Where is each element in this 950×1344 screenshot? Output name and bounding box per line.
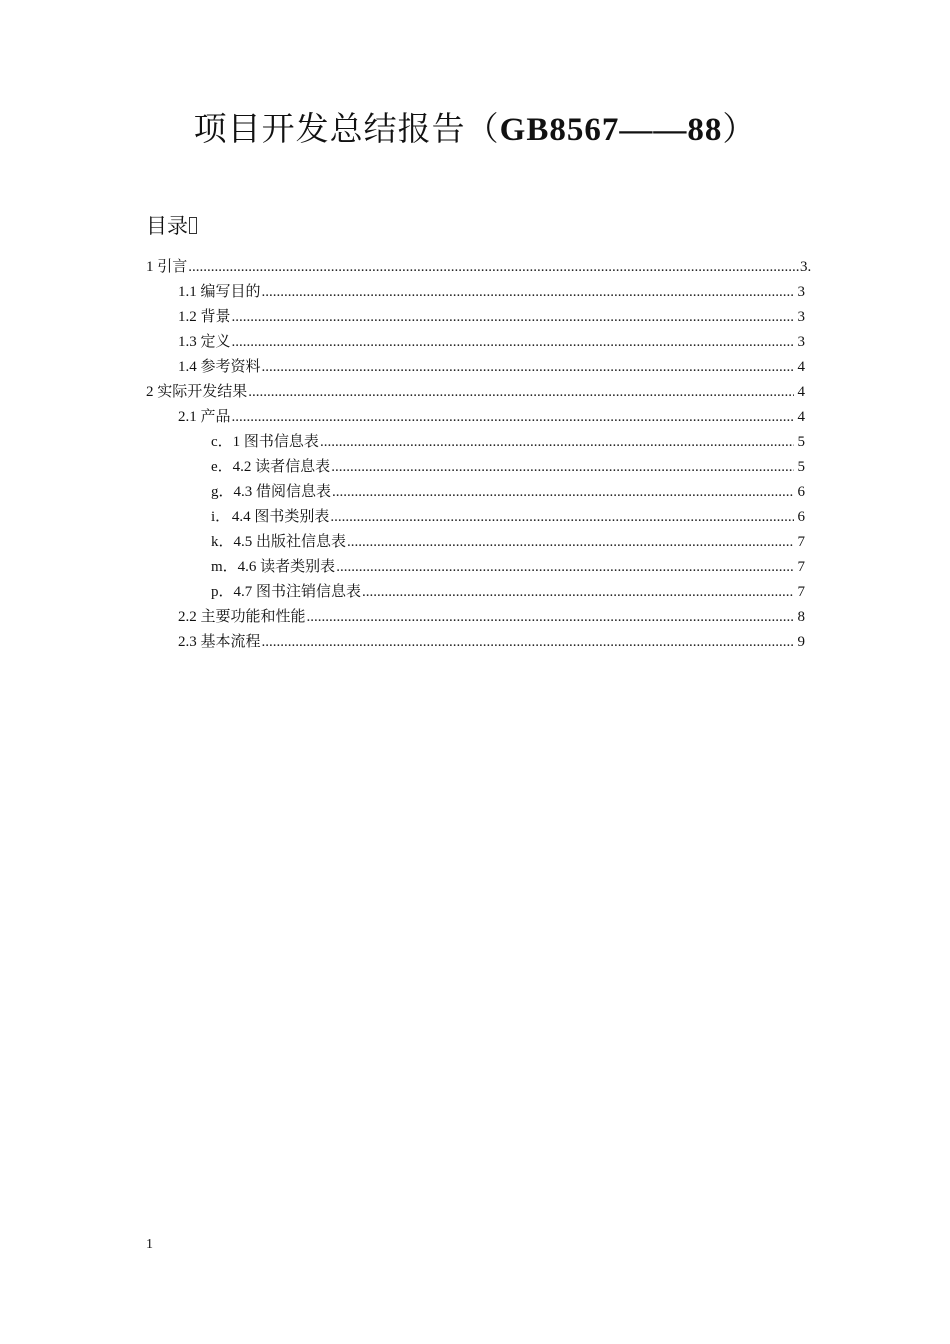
toc-entry[interactable] [211, 505, 805, 527]
toc-entry-page: 6 [797, 484, 805, 500]
toc-entry-page: 3. [800, 259, 812, 275]
toc-entry-page: 5 [797, 459, 805, 475]
toc-entry-label: 2 实际开发结果 [146, 384, 248, 400]
toc-leader-dots [336, 559, 794, 576]
document-title [0, 103, 950, 150]
toc-leader-dots [248, 384, 794, 401]
toc-entry[interactable] [178, 330, 805, 352]
toc-heading [146, 210, 197, 240]
toc-leader-dots [262, 284, 794, 301]
toc-leader-dots [307, 609, 794, 626]
title-chinese: 项目开发总结报告（ [193, 112, 500, 148]
toc-entry-page: 3 [797, 334, 805, 350]
missing-glyph-box [189, 217, 197, 234]
toc-leader-dots [188, 259, 799, 276]
toc-entry[interactable] [178, 280, 805, 302]
toc-entry-label: 1.2 背景 [178, 309, 231, 325]
toc-leader-dots [232, 409, 794, 426]
toc-entry-label: 1.4 参考资料 [178, 359, 261, 375]
toc-entry[interactable] [211, 480, 805, 502]
toc-entry-label: 1.1 编写目的 [178, 284, 261, 300]
toc-entry-page: 7 [797, 534, 805, 550]
toc-leader-dots [347, 534, 794, 551]
toc-entry-page: 7 [797, 559, 805, 575]
toc-entry-marker: g． [211, 484, 234, 500]
toc-entry[interactable] [146, 255, 810, 277]
toc-entry-page: 4 [797, 359, 805, 375]
toc-entry[interactable] [211, 555, 805, 577]
page-number: 1 [146, 1237, 153, 1252]
toc-entry[interactable] [211, 580, 805, 602]
toc-leader-dots [362, 584, 794, 601]
toc-entry-label: 4.3 借阅信息表 [233, 484, 332, 500]
toc-entry-page: 8 [797, 609, 805, 625]
toc-entry-label: 2.2 主要功能和性能 [178, 609, 306, 625]
toc-entry[interactable] [178, 305, 805, 327]
toc-entry[interactable] [178, 605, 805, 627]
toc-entry-page: 4 [797, 409, 805, 425]
toc-leader-dots [262, 359, 794, 376]
toc-entry-label: 2.3 基本流程 [178, 634, 261, 650]
title-standard-code: GB8567——88 [499, 112, 723, 148]
toc-entry-label: 1.3 定义 [178, 334, 231, 350]
toc-entry[interactable] [178, 405, 805, 427]
toc-entry[interactable] [146, 380, 805, 402]
toc-leader-dots [262, 634, 794, 651]
toc-entry[interactable] [178, 630, 805, 652]
toc-leader-dots [320, 434, 794, 451]
toc-entry-label: 4.7 图书注销信息表 [233, 584, 362, 600]
toc-leader-dots [232, 334, 794, 351]
toc-entry-page: 9 [797, 634, 805, 650]
toc-leader-dots [331, 459, 794, 476]
toc-entry[interactable] [211, 530, 805, 552]
toc-entry-label: 2.1 产品 [178, 409, 231, 425]
toc-entry-label: 4.5 出版社信息表 [233, 534, 347, 550]
toc-entry[interactable] [211, 455, 805, 477]
toc-entry-page: 5 [797, 434, 805, 450]
toc-leader-dots [330, 509, 794, 526]
toc-entry-marker: e． [211, 459, 233, 475]
toc-entry-label: 4.2 读者信息表 [232, 459, 331, 475]
toc-entry-page: 3 [797, 284, 805, 300]
toc-entry[interactable] [178, 355, 805, 377]
toc-entry-page: 6 [797, 509, 805, 525]
toc-entry-marker: k． [211, 534, 234, 550]
toc-entry-marker: i． [211, 509, 231, 525]
toc-entry[interactable] [211, 430, 805, 452]
toc-entry-label: 4.4 图书类别表 [231, 509, 330, 525]
toc-entry-label: 1 引言 [146, 259, 188, 275]
toc-entry-page: 7 [797, 584, 805, 600]
toc-entry-page: 4 [797, 384, 805, 400]
title-close-paren: ） [722, 112, 757, 148]
toc-entry-marker: p． [211, 584, 234, 600]
toc-entry-page: 3 [797, 309, 805, 325]
toc-entry-label: 4.6 读者类别表 [237, 559, 336, 575]
toc-entry-label: 1 图书信息表 [232, 434, 319, 450]
toc-heading-text: 目录 [146, 214, 188, 238]
toc-leader-dots [332, 484, 794, 501]
toc-leader-dots [232, 309, 794, 326]
toc-entry-marker: m． [211, 559, 238, 575]
toc-entry-marker: c． [211, 434, 233, 450]
